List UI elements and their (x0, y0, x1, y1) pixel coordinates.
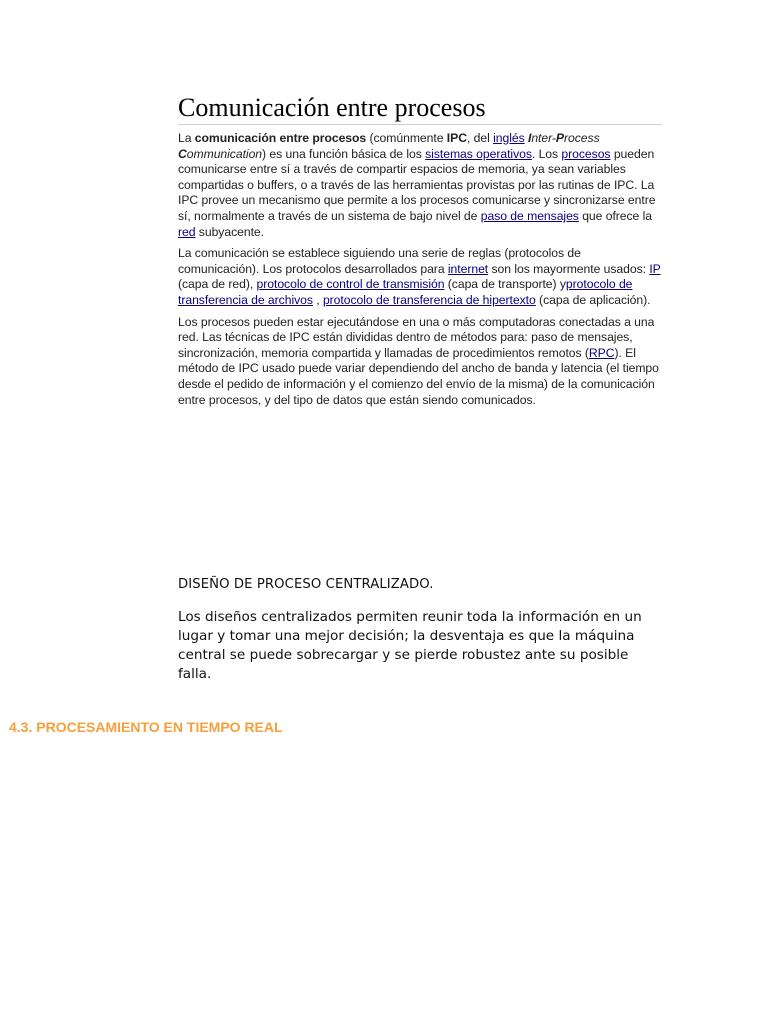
text: , del (466, 131, 494, 145)
text: (capa de aplicación). (535, 292, 651, 307)
wiki-article (178, 92, 662, 414)
link-http[interactable]: protocolo de transferencia de hipertexto (322, 292, 536, 307)
link-ftp[interactable]: protocolo de transferencia de archivos (178, 277, 633, 307)
link-internet[interactable]: internet (447, 261, 489, 276)
text: . Los (531, 146, 562, 161)
link-ingles[interactable]: inglés (493, 131, 525, 145)
section-title: DISEÑO DE PROCESO CENTRALIZADO. (178, 577, 434, 592)
text: ). El método de IPC usado puede variar dependiendo del ancho de banda y latencia (el tiempo desde el pedido de información y el comienzo del envío de la misma) de la comunicación entre procesos, y del tipo de datos que están siendo comunicados. (178, 345, 659, 407)
text: ) es una función básica de los (262, 146, 426, 161)
bold-letter: C (178, 146, 187, 161)
article-paragraph-1 (178, 131, 662, 240)
bold-letter: P (555, 131, 565, 145)
italic-text: rocess (564, 131, 600, 145)
article-paragraph-3 (178, 315, 662, 409)
link-paso-de-mensajes[interactable]: paso de mensajes (480, 208, 579, 223)
text: Los procesos pueden estar ejecutándose en una o más computadoras conectadas a una red. Las técnicas de IPC están divididas dentro de métodos para: paso de mensajes, sincronización, memoria compartida y llamadas de procedimientos remotos ( (178, 314, 655, 360)
link-ip[interactable]: IP (649, 261, 661, 276)
text: que ofrece la (578, 208, 653, 223)
italic-text: ommunication (186, 146, 263, 161)
bold-term: IPC (446, 131, 467, 145)
text: La comunicación se establece siguiendo una serie de reglas (protocolos de comunicación). Los protocolos desarrollados para (178, 246, 581, 276)
link-sistemas-operativos[interactable]: sistemas operativos (425, 146, 532, 161)
text: , (312, 292, 323, 307)
section-body: Los diseños centralizados permiten reunir toda la información en un lugar y tomar una mejor decisión; la desventaja es que la máquina central se puede sobrecargar y se pierde robustez ante su posible falla. (178, 609, 642, 682)
article-title: Comunicación entre procesos (178, 92, 662, 125)
text: pueden comunicarse entre sí a través de compartir espacios de memoria, ya sean variables compartidas o buffers, o a través de las herramientas provistas por las rutinas de IPC. La IPC provee un mecanismo que permite a los procesos comunicarse y sincronizarse entre sí, normalmente a través de un sistema de bajo nivel de (178, 146, 656, 223)
link-rpc[interactable]: RPC (588, 345, 615, 360)
text: son los mayormente usados: (488, 261, 650, 276)
text: (comúnmente (366, 131, 447, 145)
text: (capa de transporte) y (444, 277, 566, 292)
link-red[interactable]: red (178, 224, 196, 239)
link-tcp[interactable]: protocolo de control de transmisión (256, 277, 445, 292)
text: (capa de red), (178, 277, 257, 292)
italic-text: nter- (531, 131, 556, 145)
heading-4-3: 4.3. PROCESAMIENTO EN TIEMPO REAL (9, 719, 283, 735)
link-procesos[interactable]: procesos (561, 146, 611, 161)
bold-letter: I (527, 131, 532, 145)
text: subyacente. (195, 224, 264, 239)
text: La (178, 131, 195, 145)
bold-term: comunicación entre procesos (194, 131, 367, 145)
article-paragraph-2 (178, 246, 662, 308)
